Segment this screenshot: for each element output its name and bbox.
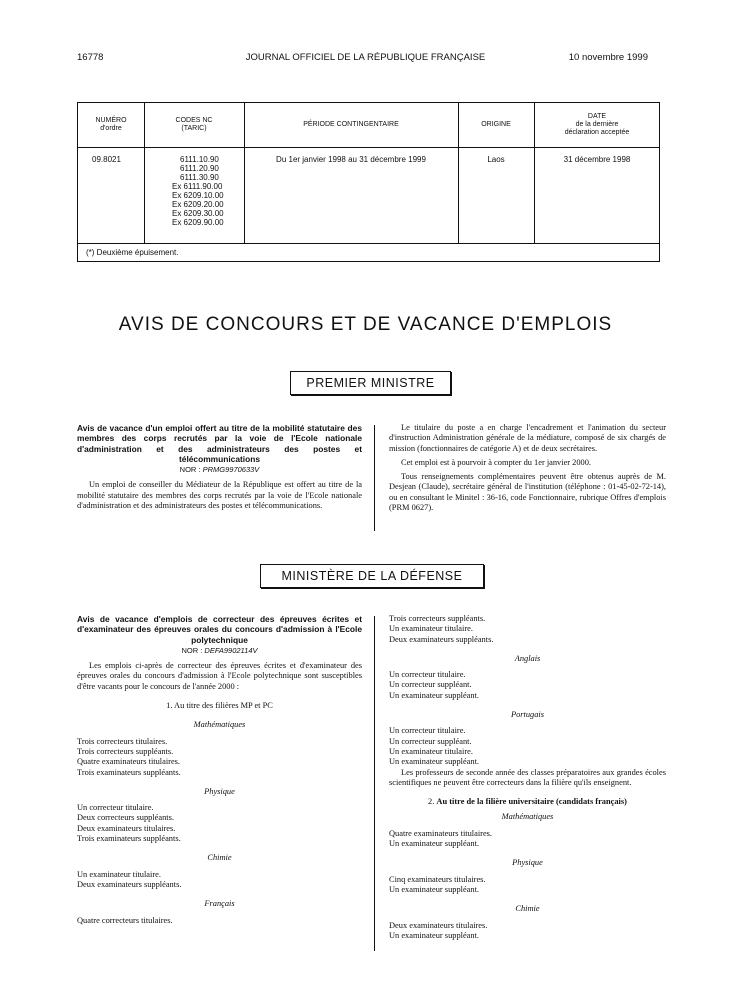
subject-heading: Physique: [512, 858, 543, 868]
nor-reference: NOR : PRMG9970633V: [179, 465, 260, 475]
part-title: 2. Au titre de la filière universitaire (candidats français): [428, 797, 627, 807]
list-item: Deux examinateurs titulaires.: [389, 920, 488, 930]
page-number: 16778: [77, 52, 104, 63]
notice-paragraph: Tous renseignements complémentaires peuvent être obtenus auprès de M. Desjean (Claude), secrétaire général de l'institution (téléphone : 01-45-02-72-14), ou en consultant le Minitel : 36-16, code Fonctionnaire, rubrique Offres d'emplois (PRM 0627).: [389, 472, 666, 513]
list-item: Quatre correcteurs titulaires.: [77, 915, 173, 925]
list-item: Deux correcteurs suppléants.: [77, 813, 174, 823]
column-divider: [374, 616, 375, 951]
subject-heading: Chimie: [207, 853, 232, 863]
list-item: Un examinateur suppléant.: [389, 690, 480, 700]
list-item: Un examinateur suppléant.: [389, 839, 480, 849]
subject-heading: Mathématiques: [193, 720, 246, 730]
subject-heading: Chimie: [515, 904, 540, 914]
quota-table: [77, 102, 660, 262]
list-item: Deux examinateurs suppléants.: [389, 634, 494, 644]
list-item: Un examinateur suppléant.: [389, 884, 480, 894]
list-item: Quatre examinateurs titulaires.: [389, 828, 493, 838]
cell-codes: 6111.10.90 6111.20.90 6111.30.90 Ex 6111.90.00 Ex 6209.10.00 Ex 6209.20.00 Ex 6209.30.00 Ex 6209.90.00: [172, 155, 224, 227]
nor-reference: NOR : DEFA9902114V: [181, 645, 258, 655]
section2-left-column: [77, 614, 362, 926]
cell-numero: 09.8021: [92, 155, 121, 164]
table-footnote-row: [78, 243, 659, 263]
list-item: Un examinateur suppléant.: [389, 757, 480, 767]
notice-paragraph: Un emploi de conseiller du Médiateur de la République est offert au titre de la mobilité statutaire des membres des corps recrutés par la voie de l'Ecole nationale d'administration et des administrateurs des postes et télécommunications.: [77, 480, 362, 511]
journal-title: JOURNAL OFFICIEL DE LA RÉPUBLIQUE FRANÇAISE: [245, 52, 486, 63]
notice-paragraph: Les emplois ci-après de correcteur des épreuves écrites et d'examinateur des épreuves orales du concours d'admission à l'Ecole polytechnique sont susceptibles d'être vacants pour le concours de l'année 2000 :: [77, 661, 362, 691]
cell-origine: Laos: [487, 155, 505, 164]
subject-heading: Mathématiques: [501, 812, 554, 822]
section1-left-column: [77, 423, 362, 511]
list-item: Un correcteur titulaire.: [389, 726, 466, 736]
part-title: 1. Au titre des filières MP et PC: [166, 701, 273, 711]
subject-heading: Anglais: [514, 653, 541, 663]
list-item: Un correcteur titulaire.: [77, 803, 154, 813]
header-origine: ORIGINE: [481, 121, 511, 128]
notice-title: Avis de vacance d'emplois de correcteur des épreuves écrites et d'examinateur des épreuves orales du concours d'admission à l'Ecole polytechnique: [77, 614, 362, 645]
section2-right-column: [389, 614, 666, 941]
list-item: Un correcteur suppléant.: [389, 736, 472, 746]
list-item: Trois correcteurs suppléants.: [389, 614, 486, 623]
notice-paragraph: Le titulaire du poste a en charge l'encadrement et l'animation du secteur d'instruction Administration générale de la médiature, composé de six chargés de mission (fonctionnaires de catégorie A) et de deux secrétaires.: [389, 423, 666, 453]
header-numero: NUMÉRO d'ordre: [95, 117, 127, 132]
column-divider: [374, 425, 375, 531]
list-item: Cinq examinateurs titulaires.: [389, 874, 486, 884]
cell-periode: Du 1er janvier 1998 au 31 décembre 1999: [276, 155, 426, 164]
list-item: Un examinateur titulaire.: [77, 869, 161, 879]
cell-date: 31 décembre 1998: [563, 155, 631, 164]
list-item: Un examinateur suppléant.: [389, 930, 480, 940]
notice-title: Avis de vacance d'un emploi offert au titre de la mobilité statutaire des membres des corps recrutés par la voie de l'Ecole nationale d'administration et des administrateurs des postes et télécommunications: [77, 423, 362, 464]
subject-heading: Portugais: [510, 710, 545, 720]
section-title-premier-ministre: PREMIER MINISTRE: [290, 371, 451, 395]
section1-right-column: [389, 423, 666, 513]
list-item: Deux examinateurs titulaires.: [77, 823, 176, 833]
issue-date: 10 novembre 1999: [568, 52, 648, 63]
header-date: DATE de la dernière déclaration acceptée: [564, 113, 630, 136]
list-item: Un examinateur titulaire.: [389, 624, 473, 634]
list-item: Trois examinateurs suppléants.: [77, 767, 181, 777]
table-footnote: (*) Deuxième épuisement.: [86, 248, 179, 257]
list-item: Un examinateur titulaire.: [389, 746, 473, 756]
list-item: Un correcteur suppléant.: [389, 680, 472, 690]
list-item: Quatre examinateurs titulaires.: [77, 757, 181, 767]
header-codes: CODES NC (TARIC): [175, 117, 213, 132]
subject-heading: Français: [204, 899, 235, 909]
main-title: AVIS DE CONCOURS ET DE VACANCE D'EMPLOIS: [118, 314, 613, 335]
notice-paragraph: Les professeurs de seconde année des classes préparatoires aux grandes écoles scientifiques ne peuvent être correcteurs dans la filière qu'ils enseignent.: [389, 767, 666, 787]
notice-paragraph: Cet emploi est à pourvoir à compter du 1er janvier 2000.: [401, 457, 592, 467]
header-periode: PÉRIODE CONTINGENTAIRE: [303, 121, 399, 128]
subject-heading: Physique: [204, 786, 235, 796]
list-item: Trois correcteurs suppléants.: [77, 746, 174, 756]
list-item: Un correcteur titulaire.: [389, 670, 466, 680]
section-title-defense: MINISTÈRE DE LA DÉFENSE: [260, 564, 484, 588]
list-item: Trois correcteurs titulaires.: [77, 736, 168, 746]
list-item: Deux examinateurs suppléants.: [77, 879, 182, 889]
list-item: Trois examinateurs suppléants.: [77, 834, 181, 844]
